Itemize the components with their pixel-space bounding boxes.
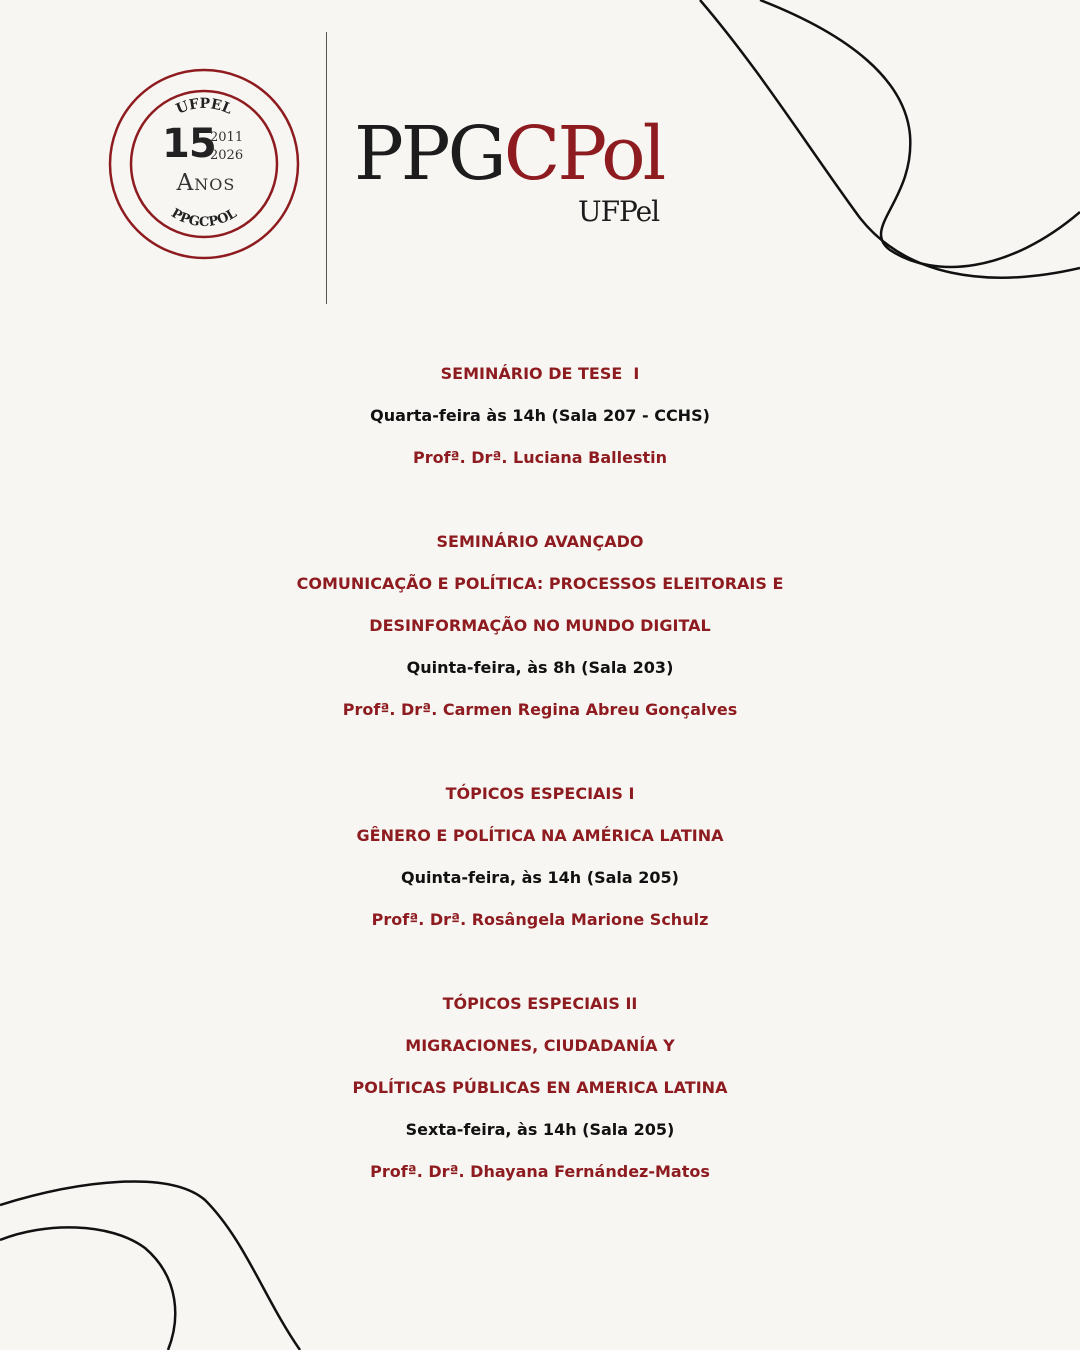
seal-anos	[162, 170, 250, 196]
seal-bottom-text: PPGCPOL	[168, 206, 240, 231]
course-professor: Profª. Drª. Carmen Regina Abreu Gonçalves	[342, 700, 738, 719]
course-list	[0, 353, 1080, 1193]
course-schedule: Quinta-feira, às 8h (Sala 203)	[406, 658, 674, 677]
course-title: TÓPICOS ESPECIAIS I	[445, 784, 635, 803]
course-professor: Profª. Drª. Luciana Ballestin	[412, 448, 668, 467]
seal-anos-text: Anos	[176, 170, 236, 196]
course-title: SEMINÁRIO DE TESE I	[440, 364, 640, 383]
course-subtitle-line-1: GÊNERO E POLÍTICA NA AMÉRICA LATINA	[356, 826, 724, 845]
course-professor: Profª. Drª. Rosângela Marione Schulz	[371, 910, 709, 929]
course-schedule: Sexta-feira, às 14h (Sala 205)	[405, 1120, 675, 1139]
course-schedule: Quinta-feira, às 14h (Sala 205)	[401, 868, 679, 887]
top-right-curve-1	[700, 0, 1080, 278]
brand-part-ppg: PPG	[354, 111, 504, 197]
course-title: TÓPICOS ESPECIAIS II	[442, 994, 638, 1013]
header-divider	[326, 32, 327, 304]
course-seminario-tese	[0, 353, 1080, 479]
course-title: SEMINÁRIO AVANÇADO	[436, 532, 644, 551]
seal-number: 15	[162, 121, 216, 167]
seal-year-start: 2011	[210, 130, 244, 145]
svg-text:PPGCPOL	[168, 206, 239, 230]
top-right-curve-2	[760, 0, 1080, 267]
brand-part-cpol: CPol	[503, 111, 664, 197]
svg-text:UFPEL	[174, 96, 234, 118]
course-topicos-especiais-1	[0, 773, 1080, 941]
course-subtitle-line-2: DESINFORMAÇÃO NO MUNDO DIGITAL	[369, 616, 711, 635]
course-subtitle-line-1: MIGRACIONES, CIUDADANÍA Y	[405, 1036, 675, 1055]
course-schedule: Quarta-feira às 14h (Sala 207 - CCHS)	[370, 406, 710, 425]
brand-logo	[354, 111, 664, 197]
bottom-left-curve-1	[0, 1181, 300, 1350]
seal-top-text: UFPEL	[173, 95, 235, 118]
course-subtitle-line-1: COMUNICAÇÃO E POLÍTICA: PROCESSOS ELEITORAIS E	[296, 574, 784, 593]
bottom-left-curve-2	[0, 1227, 175, 1350]
course-professor: Profª. Drª. Dhayana Fernández-Matos	[370, 1162, 710, 1181]
course-subtitle-line-2: POLÍTICAS PÚBLICAS EN AMERICA LATINA	[352, 1078, 728, 1097]
brand-subtitle: UFPel	[578, 195, 660, 228]
seal-year-end: 2026	[210, 148, 244, 163]
course-topicos-especiais-2	[0, 983, 1080, 1193]
course-seminario-avancado	[0, 521, 1080, 731]
